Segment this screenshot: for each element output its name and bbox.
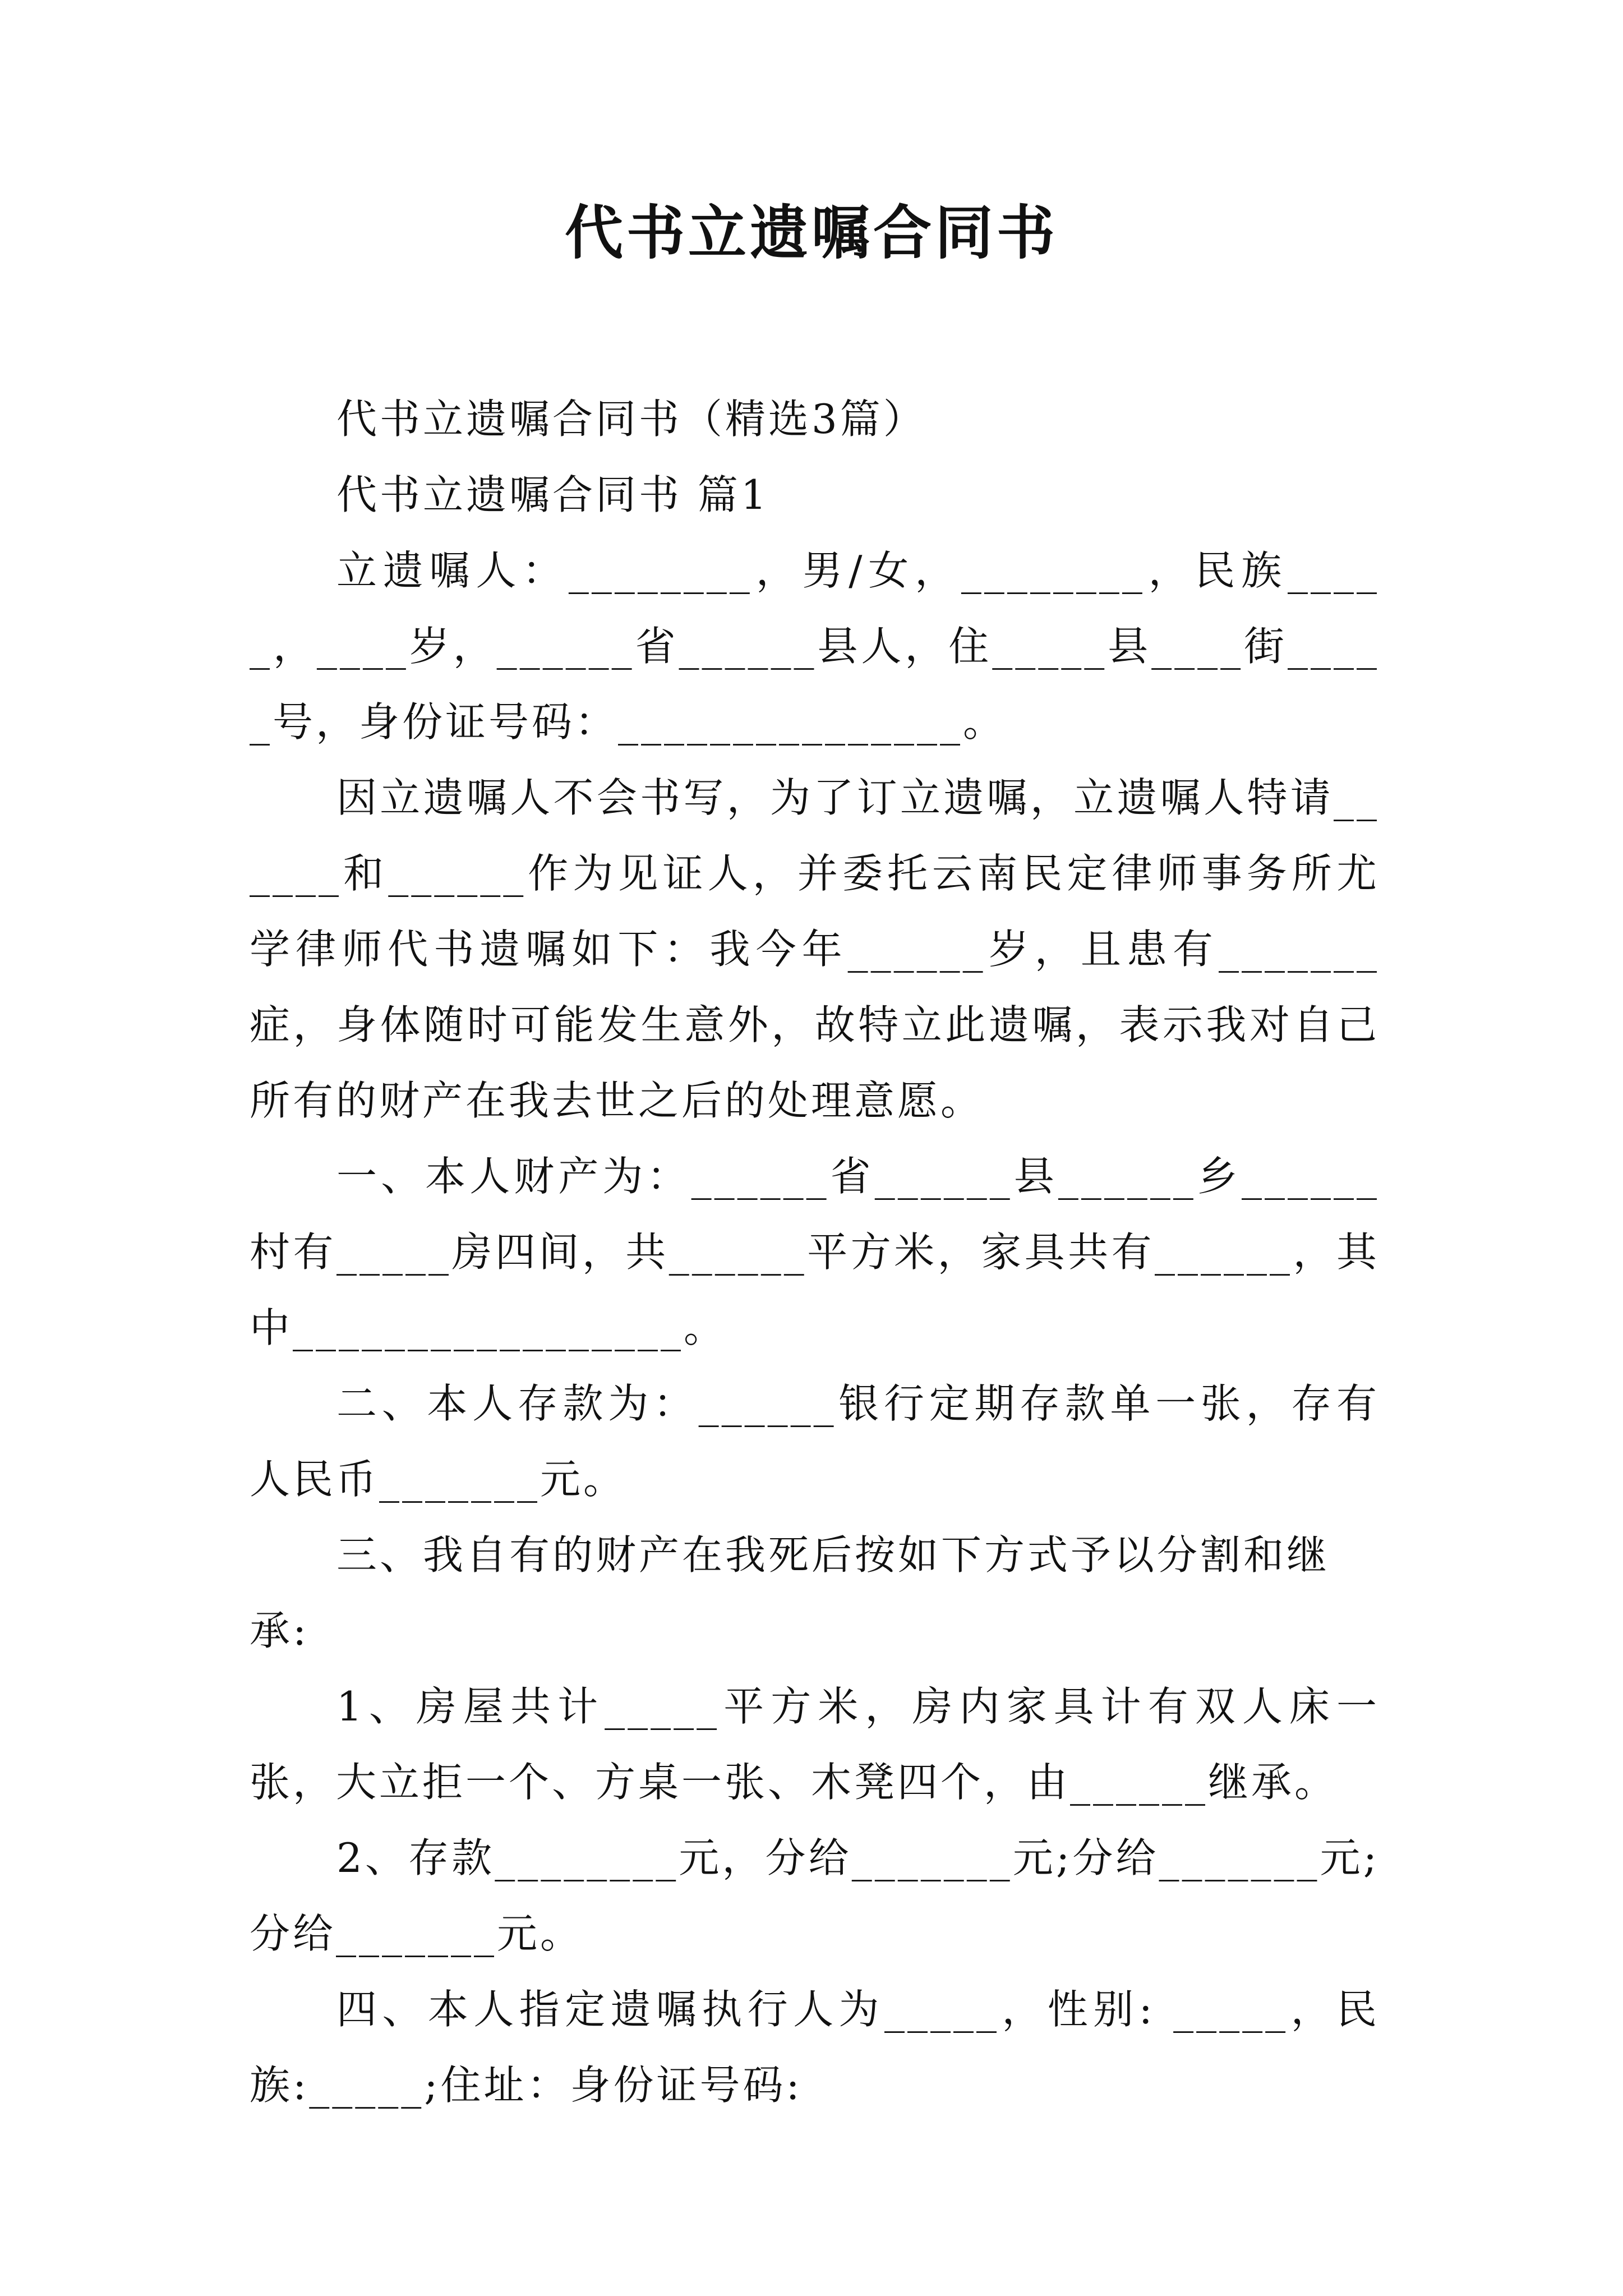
paragraph-property: 一、本人财产为：______省______县______乡______村有_____房四间，共______平方米，家具共有______，其中_________________。: [250, 1153, 1380, 1351]
paragraph-house-inheritance: 1、房屋共计_____平方米，房内家具计有双人床一张，大立拒一个、方桌一张、木凳四个，由______继承。: [250, 1683, 1380, 1806]
paragraph-subtitle: 代书立遗嘱合同书（精选3篇）: [336, 395, 926, 443]
paragraph-savings: 二、本人存款为：______银行定期存款单一张，存有人民币_______元。: [250, 1380, 1380, 1503]
document-title: 代书立遗嘱合同书: [564, 198, 1058, 267]
document-body: [250, 381, 1380, 2123]
paragraph-section-heading: 代书立遗嘱合同书 篇1: [336, 471, 769, 518]
paragraph-witness-statement: 因立遗嘱人不会书写，为了订立遗嘱，立遗嘱人特请______和______作为见证人，并委托云南民定律师事务所尤学律师代书遗嘱如下：我今年______岁，且患有_______症，身体随时可能发生意外，故特立此遗嘱，表示我对自己所有的财产在我去世之后的处理意愿。: [250, 774, 1380, 1124]
paragraph-inheritance-intro: 三、我自有的财产在我死后按如下方式予以分割和继承:: [250, 1531, 1330, 1654]
paragraph-savings-distribution: 2、存款________元，分给_______元;分给_______元;分给_______元。: [250, 1834, 1380, 1957]
paragraph-testator-info: 立遗嘱人：________，男/女，________，民族_____，____岁，______省______县人，住_____县____街_____号，身份证号码：_______________。: [250, 547, 1380, 746]
paragraph-executor: 四、本人指定遗嘱执行人为_____，性别: _____，民族:_____;住址：身份证号码:: [250, 1986, 1380, 2109]
